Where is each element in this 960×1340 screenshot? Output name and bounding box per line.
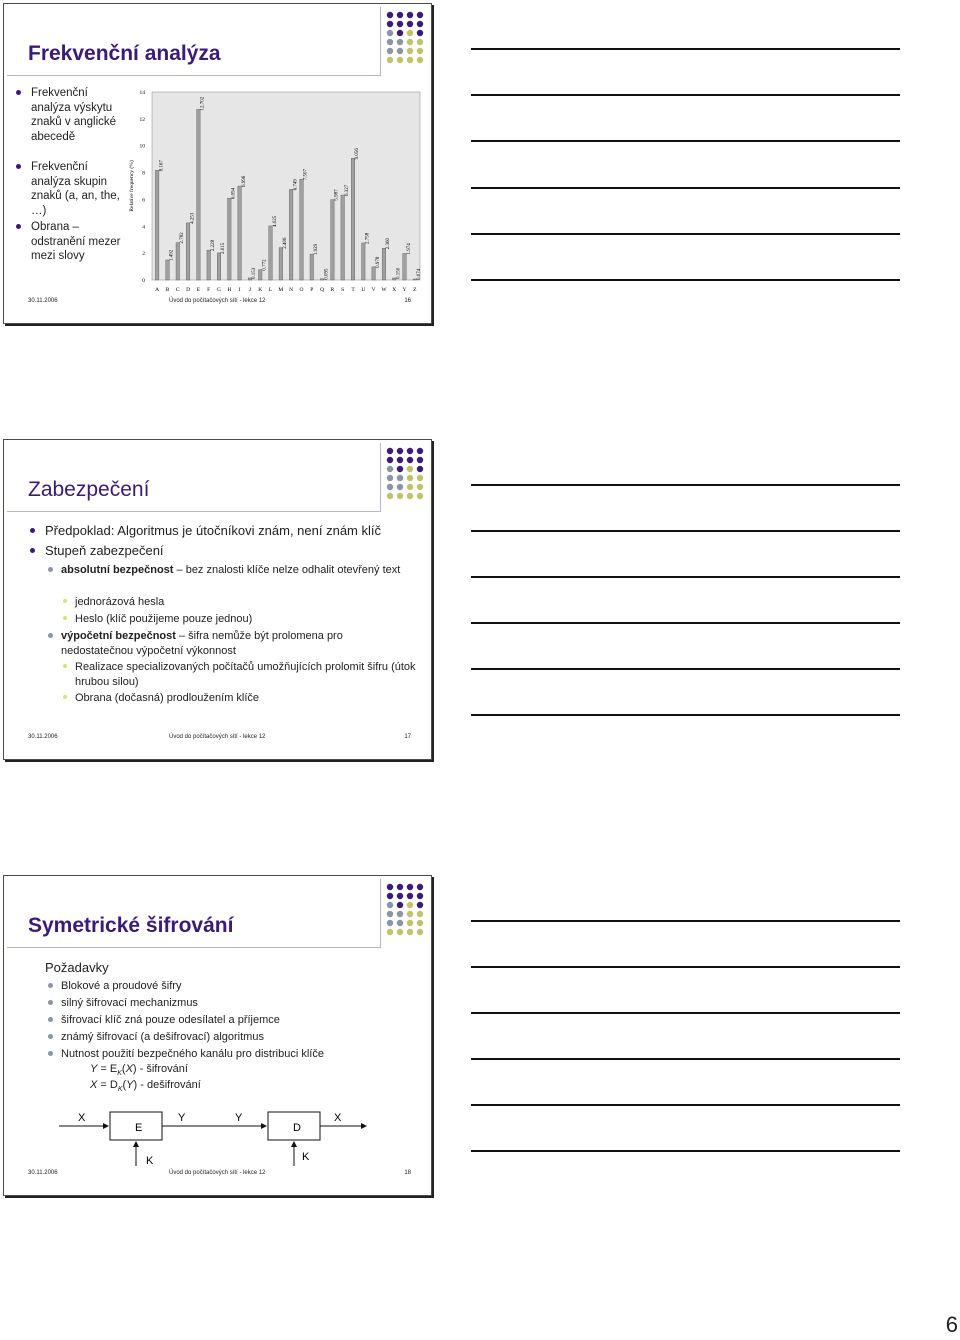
bar — [382, 248, 386, 280]
x-tick-label: V — [371, 287, 376, 293]
slide-number: 18 — [404, 1170, 411, 1176]
data-label: 4.025 — [272, 215, 278, 227]
note-line — [471, 668, 900, 670]
decorative-dot — [387, 48, 393, 54]
formula-encrypt: $Y = E_K(X)$ - šifrování — [90, 1063, 188, 1078]
decorative-dot — [397, 448, 403, 454]
y-tick-label: 0 — [142, 278, 145, 284]
note-line — [471, 48, 900, 50]
requirement-item: silný šifrovací mechanizmus — [61, 996, 411, 1011]
data-label: 2.758 — [365, 232, 371, 244]
note-line — [471, 484, 900, 486]
data-label: 2.015 — [221, 242, 227, 254]
decorative-dot — [417, 920, 423, 926]
note-line — [471, 187, 900, 189]
bar — [300, 179, 304, 280]
decorative-dot — [387, 12, 393, 18]
note-line — [471, 576, 900, 578]
bar — [228, 198, 232, 280]
decorative-dots — [384, 882, 428, 936]
decorative-dot — [407, 475, 413, 481]
decorative-dot — [387, 493, 393, 499]
decorative-dot — [397, 884, 403, 890]
decorative-dot — [417, 911, 423, 917]
decorative-dot — [397, 12, 403, 18]
term-computational: výpočetní bezpečnost — [61, 630, 176, 642]
bar — [186, 223, 190, 280]
footer-date: 30.11.2006 — [28, 1170, 58, 1176]
decorative-dot — [387, 911, 393, 917]
data-label: 0.978 — [375, 256, 381, 268]
decorative-dot — [387, 484, 393, 490]
bullet-security-level: Stupeň zabezpečení — [45, 544, 425, 559]
decorative-dot — [417, 21, 423, 27]
decorative-dot — [387, 30, 393, 36]
term-absolute: absolutní bezpečnost — [61, 564, 174, 576]
y-tick-label: 2 — [142, 251, 145, 258]
decorative-dot — [387, 57, 393, 63]
y-tick-label: 10 — [139, 143, 145, 150]
formula-decrypt: $X = D_K(Y)$ - dešifrování — [90, 1079, 201, 1094]
bar — [217, 253, 221, 280]
bullet-1: Frekvenční analýza výskytu znaků v anglické abecedě — [31, 86, 121, 144]
x-tick-label: O — [299, 287, 304, 293]
decorative-dot — [407, 893, 413, 899]
decorative-dot — [387, 920, 393, 926]
decorative-dot — [407, 911, 413, 917]
data-label: 1.929 — [314, 243, 320, 256]
x-tick-label: H — [227, 287, 232, 293]
y-tick-label: 4 — [142, 224, 145, 231]
y-tick-label: 8 — [142, 170, 145, 177]
y-tick-label: 6 — [142, 197, 145, 204]
note-line — [471, 530, 900, 532]
data-label: 6.996 — [241, 175, 247, 188]
slide-number: 17 — [404, 734, 411, 740]
data-label: 4.253 — [190, 212, 196, 224]
decorative-dot — [407, 48, 413, 54]
bar — [238, 186, 242, 280]
decorative-dot — [397, 902, 403, 908]
decorative-dot — [417, 57, 423, 63]
decorative-dot — [397, 484, 403, 490]
subsub-one-time-pad: jednorázová hesla — [75, 595, 415, 610]
note-line — [471, 1012, 900, 1014]
desc-computational: – šifra nemůže být prolomena pro nedostatečnou výpočetní výkonnost — [61, 630, 343, 657]
bullet-2: Frekvenční analýza skupin znaků (a, an, the, …) — [31, 161, 120, 217]
x-tick-label: A — [155, 287, 160, 293]
page-number: 6 — [945, 1312, 958, 1337]
x-tick-label: P — [310, 287, 314, 293]
decorative-dot — [387, 39, 393, 45]
x-tick-label: X — [392, 287, 397, 293]
decorative-dot — [417, 484, 423, 490]
bar — [351, 158, 355, 280]
decorative-dot — [397, 48, 403, 54]
bar — [289, 189, 293, 280]
decorative-dot — [407, 57, 413, 63]
note-line — [471, 279, 900, 281]
x-tick-label: Z — [413, 287, 417, 293]
decorative-dot — [397, 920, 403, 926]
bar — [341, 195, 345, 280]
x-tick-label: N — [289, 287, 294, 293]
bar — [403, 253, 407, 280]
footer-date: 30.11.2006 — [28, 734, 58, 740]
x-tick-label: R — [330, 287, 335, 293]
label-x-out: X — [334, 1112, 342, 1124]
label-y1: Y — [178, 1112, 186, 1124]
decorative-dot — [387, 884, 393, 890]
decorative-dot — [387, 893, 393, 899]
footer-course: Úvod do počítačových sítí - lekce 12 — [169, 1170, 266, 1176]
decorative-dot — [387, 929, 393, 935]
x-tick-label: F — [207, 287, 211, 293]
decorative-dot — [417, 30, 423, 36]
decorative-dot — [417, 493, 423, 499]
decorative-dot — [407, 457, 413, 463]
footer-course: Úvod do počítačových sítí - lekce 12 — [169, 298, 266, 304]
data-label: 2.782 — [180, 232, 186, 244]
subsub-key-extension: Obrana (dočasná) prodloužením klíče — [75, 691, 415, 706]
decorative-dot — [407, 448, 413, 454]
note-line — [471, 1058, 900, 1060]
slide-number: 16 — [404, 298, 411, 304]
desc-absolute: – bez znalosti klíče nelze odhalit otevřený text — [173, 564, 401, 576]
decorative-dot — [397, 39, 403, 45]
requirement-item: Blokové a proudové šifry — [61, 979, 411, 994]
decorative-dot — [387, 902, 393, 908]
note-line — [471, 966, 900, 968]
bar — [392, 278, 396, 280]
x-tick-label: B — [165, 287, 170, 293]
data-label: 0.074 — [417, 268, 423, 281]
data-label: 9.056 — [355, 148, 361, 160]
note-line — [471, 233, 900, 235]
data-label: 6.094 — [231, 187, 237, 200]
slide-title: Frekvenční analýza — [28, 42, 221, 65]
requirement-item: Nutnost použití bezpečného kanálu pro distribuci klíče — [61, 1047, 421, 1062]
data-label: 1.492 — [169, 249, 175, 261]
label-y2: Y — [235, 1112, 243, 1124]
y-axis-label: Relative frequency (%) — [129, 160, 135, 212]
decorative-dots — [384, 10, 428, 64]
decorative-dot — [397, 893, 403, 899]
note-line — [471, 140, 900, 142]
decorative-dot — [407, 920, 413, 926]
decorative-dot — [407, 30, 413, 36]
decorative-dot — [397, 21, 403, 27]
x-tick-label: D — [186, 287, 191, 293]
data-label: 12.702 — [200, 96, 206, 111]
decorative-dot — [407, 902, 413, 908]
x-tick-label: K — [258, 287, 263, 293]
decorative-dot — [397, 57, 403, 63]
bar — [372, 267, 376, 280]
sub-absolute-security — [61, 563, 416, 578]
decorative-dot — [417, 12, 423, 18]
note-line — [471, 1104, 900, 1106]
data-label: 0.153 — [252, 267, 258, 279]
footer-course: Úvod do počítačových sítí - lekce 12 — [169, 734, 266, 740]
bar — [176, 243, 180, 280]
data-label: 6.749 — [293, 179, 299, 191]
data-label: 5.987 — [334, 189, 340, 201]
decorative-dot — [417, 884, 423, 890]
bullet-assumption: Předpoklad: Algoritmus je útočníkovi znám, není znám klíč — [45, 524, 425, 539]
x-tick-label: I — [238, 287, 241, 293]
bar — [413, 279, 417, 280]
data-label: 2.228 — [210, 239, 216, 252]
bar — [166, 260, 170, 280]
x-tick-label: S — [341, 287, 345, 293]
bullet-3: Obrana – odstranění mezer mezi slovy — [31, 221, 121, 262]
data-label: 7.507 — [303, 168, 309, 181]
decorative-dot — [407, 929, 413, 935]
label-k1: K — [146, 1155, 154, 1167]
decorative-dot — [417, 893, 423, 899]
bar — [279, 248, 283, 280]
bar — [155, 170, 159, 280]
encryption-diagram — [4, 1101, 431, 1176]
subsub-key-once: Heslo (klíč použijeme pouze jednou) — [75, 612, 415, 627]
note-line — [471, 622, 900, 624]
data-label: 2.360 — [386, 238, 392, 250]
requirements-heading: Požadavky — [45, 960, 109, 975]
decorative-dot — [397, 911, 403, 917]
requirement-item: známý šifrovací (a dešifrovací) algoritmus — [61, 1030, 411, 1045]
slide-security — [3, 439, 432, 760]
bar — [197, 109, 201, 280]
decorative-dot — [417, 475, 423, 481]
decorative-dot — [417, 457, 423, 463]
decorative-dot — [407, 884, 413, 890]
label-k2: K — [302, 1151, 310, 1163]
decorative-dot — [407, 12, 413, 18]
decorative-dot — [407, 39, 413, 45]
decorative-dot — [387, 475, 393, 481]
decorative-dot — [397, 457, 403, 463]
note-line — [471, 920, 900, 922]
decorative-dot — [387, 21, 393, 27]
x-tick-label: J — [248, 287, 251, 293]
slide-title: Symetrické šifrování — [28, 914, 234, 937]
letter-frequency-chart — [124, 86, 424, 296]
slide-frequency-analysis — [3, 3, 432, 324]
decorative-dot — [387, 457, 393, 463]
slide-symmetric-encryption — [3, 875, 432, 1196]
bar — [362, 243, 366, 280]
bar — [310, 254, 314, 280]
bar — [269, 226, 273, 280]
requirement-item: šifrovací klíč zná pouze odesílatel a příjemce — [61, 1013, 411, 1028]
x-tick-label: T — [351, 287, 355, 293]
x-tick-label: M — [278, 287, 284, 293]
decorative-dot — [407, 466, 413, 472]
x-tick-label: W — [381, 287, 387, 293]
decorative-dot — [407, 21, 413, 27]
decorative-dots — [384, 446, 428, 500]
data-label: 8.167 — [159, 160, 165, 172]
label-e: E — [135, 1122, 143, 1134]
bar — [331, 200, 335, 280]
decorative-dot — [417, 448, 423, 454]
data-label: 0.095 — [324, 268, 330, 280]
bar — [207, 250, 211, 280]
bar — [248, 278, 252, 280]
sub-computational-security — [61, 629, 381, 658]
note-line — [471, 714, 900, 716]
bar — [258, 270, 262, 280]
decorative-dot — [407, 493, 413, 499]
data-label: 1.974 — [406, 243, 412, 255]
decorative-dot — [417, 48, 423, 54]
x-tick-label: L — [268, 287, 273, 293]
x-tick-label: Q — [320, 287, 325, 293]
note-line — [471, 94, 900, 96]
decorative-dot — [417, 902, 423, 908]
decorative-dot — [417, 466, 423, 472]
decorative-dot — [387, 448, 393, 454]
data-label: 2.406 — [283, 237, 289, 249]
x-tick-label: U — [361, 287, 366, 293]
decorative-dot — [407, 484, 413, 490]
x-tick-label: G — [217, 287, 221, 293]
decorative-dot — [417, 39, 423, 45]
decorative-dot — [397, 30, 403, 36]
y-tick-label: 14 — [139, 90, 145, 96]
label-d: D — [293, 1122, 301, 1134]
bar — [320, 279, 324, 280]
x-tick-label: Y — [402, 287, 407, 293]
decorative-dot — [417, 929, 423, 935]
data-label: 0.150 — [396, 267, 402, 279]
data-label: 0.772 — [262, 259, 268, 271]
footer-date: 30.11.2006 — [28, 298, 58, 304]
label-x-in: X — [78, 1112, 86, 1124]
decorative-dot — [387, 466, 393, 472]
decorative-dot — [397, 929, 403, 935]
x-tick-label: E — [196, 287, 201, 293]
decorative-dot — [397, 475, 403, 481]
x-tick-label: C — [175, 287, 180, 293]
decorative-dot — [397, 493, 403, 499]
data-label: 6.327 — [344, 184, 350, 197]
slide-title: Zabezpečení — [28, 478, 150, 501]
y-tick-label: 12 — [139, 116, 145, 123]
note-line — [471, 1150, 900, 1152]
decorative-dot — [397, 466, 403, 472]
subsub-specialized-computers: Realizace specializovaných počítačů umožňujících prolomit šifru (útok hrubou silou) — [75, 660, 420, 689]
